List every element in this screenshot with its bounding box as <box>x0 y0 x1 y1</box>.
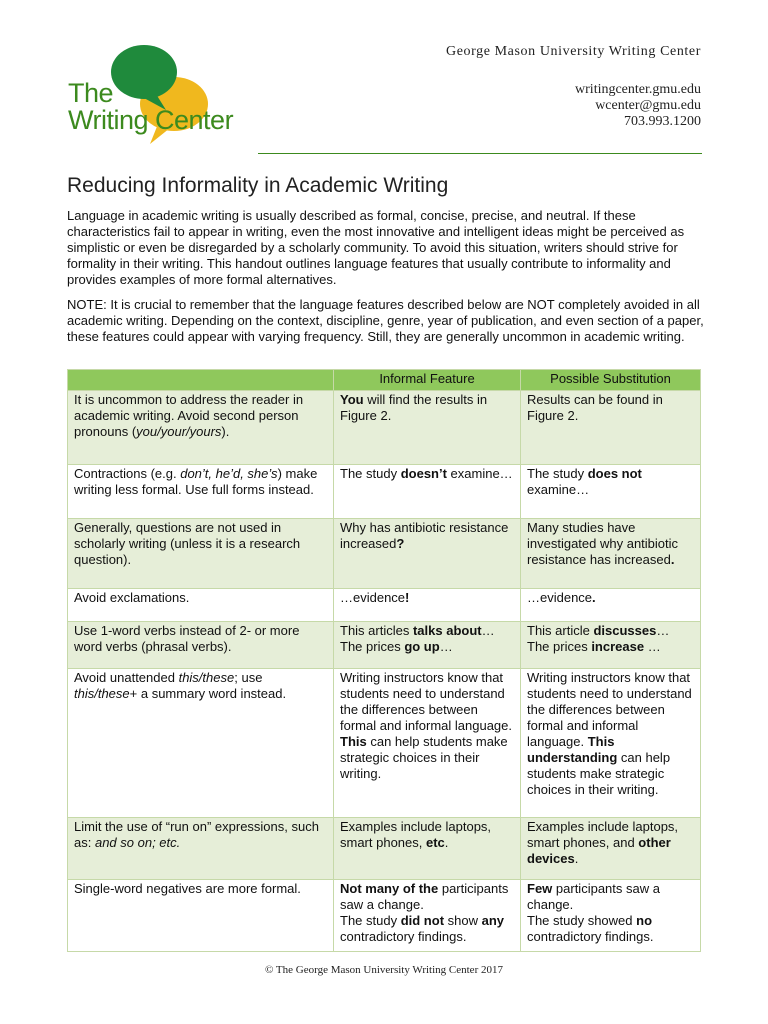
cell-text: Generally, questions are not used in scholarly writing (unless it is a research question). <box>74 520 301 567</box>
cell-text: will find the results in Figure 2. <box>340 392 488 423</box>
header-cell-substitution: Possible Substitution <box>521 370 701 391</box>
email-link[interactable]: wcenter@gmu.edu <box>595 98 701 113</box>
informal-cell <box>334 465 521 519</box>
cell-text: ). <box>221 424 230 439</box>
cell-text: …evidence <box>340 590 406 605</box>
substitution-cell <box>521 669 701 818</box>
bold-text: increase <box>591 639 645 654</box>
informal-cell <box>334 818 521 880</box>
header-cell-informal: Informal Feature <box>334 370 521 391</box>
logo-line-2: Writing Center <box>68 105 234 135</box>
cell-text: can help students make strategic choices in their writing. <box>527 750 671 797</box>
table-row <box>68 465 701 519</box>
substitution-cell <box>521 880 701 952</box>
cell-text: Why has antibiotic resistance increased <box>340 520 509 551</box>
cell-text: The prices <box>340 639 405 654</box>
cell-text: Limit the use of “run on” expressions, such as: <box>74 819 319 850</box>
substitution-cell <box>521 818 701 880</box>
cell-text: participants saw a change. <box>527 881 660 912</box>
cell-text: Writing instructors know that students need to understand the differences between formal and informal language. <box>527 670 692 749</box>
bold-text: You <box>340 392 364 407</box>
header-divider <box>258 153 702 154</box>
cell-text: contradictory findings. <box>340 929 467 944</box>
cell-text: Use 1-word verbs instead of 2- or more word verbs (phrasal verbs). <box>74 623 300 654</box>
rule-cell <box>68 519 334 589</box>
bold-text: talks about <box>412 623 482 638</box>
writing-center-logo <box>66 44 256 149</box>
bold-text: . <box>592 590 596 605</box>
page-title: Reducing Informality in Academic Writing <box>67 174 449 197</box>
cell-text: This article <box>527 623 594 638</box>
bold-text: etc <box>426 835 445 850</box>
cell-text: Single-word negatives are more formal. <box>74 881 301 896</box>
cell-text: Examples include laptops, smart phones, and <box>527 819 679 850</box>
substitution-cell <box>521 622 701 669</box>
cell-text: examine… <box>527 482 590 497</box>
note-paragraph: NOTE: It is crucial to remember that the language features described below are NOT completely avoided in all academic writing. Depending on the context, discipline, genre, year of publication, and even section of a paper, these features could appear with varying frequency. Still, they are generally uncommon in academic writing. <box>67 297 704 344</box>
rule-cell <box>68 880 334 952</box>
cell-text: This articles <box>340 623 413 638</box>
cell-text: The prices <box>527 639 592 654</box>
substitution-cell <box>521 519 701 589</box>
table-row <box>68 818 701 880</box>
table-row <box>68 669 701 818</box>
italic-text: this/these <box>74 686 130 701</box>
logo-wordmark <box>68 80 233 134</box>
bold-text: ! <box>405 590 410 605</box>
rule-cell <box>68 465 334 519</box>
informal-cell <box>334 391 521 465</box>
cell-text: participants saw a change. <box>340 881 509 912</box>
website-link[interactable]: writingcenter.gmu.edu <box>575 82 701 97</box>
informal-cell <box>334 589 521 622</box>
cell-text: The study <box>527 466 588 481</box>
cell-text: Examples include laptops, smart phones, <box>340 819 492 850</box>
cell-text: Writing instructors know that students need to understand the differences between formal and informal language. <box>340 670 512 733</box>
italic-text: and so on; etc. <box>94 835 181 850</box>
substitution-cell <box>521 391 701 465</box>
cell-text: Results can be found in Figure 2. <box>527 392 663 423</box>
cell-text: . <box>444 835 449 850</box>
cell-text: + a summary word instead. <box>129 686 287 701</box>
rule-cell <box>68 622 334 669</box>
cell-text: It is uncommon to address the reader in academic writing. Avoid second person pronouns ( <box>74 392 304 439</box>
phone-number: 703.993.1200 <box>624 114 701 129</box>
bold-text: did not <box>400 913 445 928</box>
table-row <box>68 589 701 622</box>
bold-text: . <box>670 552 675 567</box>
cell-text: The study <box>340 913 401 928</box>
bold-text: no <box>636 913 653 928</box>
rule-cell <box>68 589 334 622</box>
cell-text: …evidence <box>527 590 593 605</box>
cell-text: Contractions (e.g. <box>74 466 181 481</box>
table-row <box>68 391 701 465</box>
bold-text: This <box>340 734 367 749</box>
bold-text: discusses <box>593 623 657 638</box>
informal-cell <box>334 622 521 669</box>
rule-cell <box>68 669 334 818</box>
italic-text: you/your/yours <box>136 424 222 439</box>
table-row <box>68 880 701 952</box>
bold-text: Not many of the <box>340 881 439 896</box>
informality-table <box>67 369 701 952</box>
cell-text: Many studies have investigated why antibiotic resistance has increased <box>527 520 679 567</box>
table-body <box>68 391 701 952</box>
table-row <box>68 519 701 589</box>
bold-text: doesn’t <box>400 466 447 481</box>
cell-text: The study <box>340 466 401 481</box>
informal-cell <box>334 880 521 952</box>
informal-cell <box>334 669 521 818</box>
footer-copyright: © The George Mason University Writing Center 2017 <box>265 964 503 976</box>
intro-paragraph: Language in academic writing is usually described as formal, concise, precise, and neutral. If these characteristics fail to appear in writing, even the most innovative and intelligent ideas might be perceived as simplistic or even be disregarded by a scholarly community. To avoid this situation, writers should strive for formality in their writing. This handout outlines language features that usually contribute to informality and provides examples of more formal alternatives. <box>67 208 685 287</box>
bold-text: any <box>481 913 505 928</box>
cell-text: . <box>574 851 579 866</box>
rule-cell <box>68 818 334 880</box>
cell-text: can help students make strategic choices in their writing. <box>340 734 508 781</box>
cell-text: contradictory findings. <box>527 929 654 944</box>
cell-text: Avoid exclamations. <box>74 590 190 605</box>
cell-text: Avoid unattended <box>74 670 179 685</box>
bold-text: other devices <box>527 835 671 866</box>
italic-text: don’t, he’d, she’s <box>180 466 278 481</box>
cell-text: show <box>444 913 482 928</box>
rule-cell <box>68 391 334 465</box>
cell-text: … <box>644 639 661 654</box>
italic-text: this/these <box>178 670 235 685</box>
bold-text: go up <box>404 639 440 654</box>
bold-text: ? <box>396 536 405 551</box>
cell-text: ; use <box>234 670 263 685</box>
bold-text: This understanding <box>527 734 618 765</box>
table-header-row <box>68 370 701 391</box>
bold-text: does not <box>587 466 642 481</box>
contact-block <box>446 44 701 130</box>
header-cell-rule <box>68 370 334 391</box>
table-row <box>68 622 701 669</box>
logo-line-1: The <box>68 78 114 108</box>
cell-text: The study showed <box>527 913 637 928</box>
bold-text: Few <box>527 881 553 896</box>
cell-text: ) make writing less formal. Use full forms instead. <box>74 466 318 497</box>
cell-text: … <box>656 623 670 638</box>
cell-text: … <box>439 639 453 654</box>
substitution-cell <box>521 589 701 622</box>
informal-cell <box>334 519 521 589</box>
cell-text: examine… <box>446 466 513 481</box>
substitution-cell <box>521 465 701 519</box>
cell-text: … <box>481 623 495 638</box>
organization-name: George Mason University Writing Center <box>445 44 701 59</box>
